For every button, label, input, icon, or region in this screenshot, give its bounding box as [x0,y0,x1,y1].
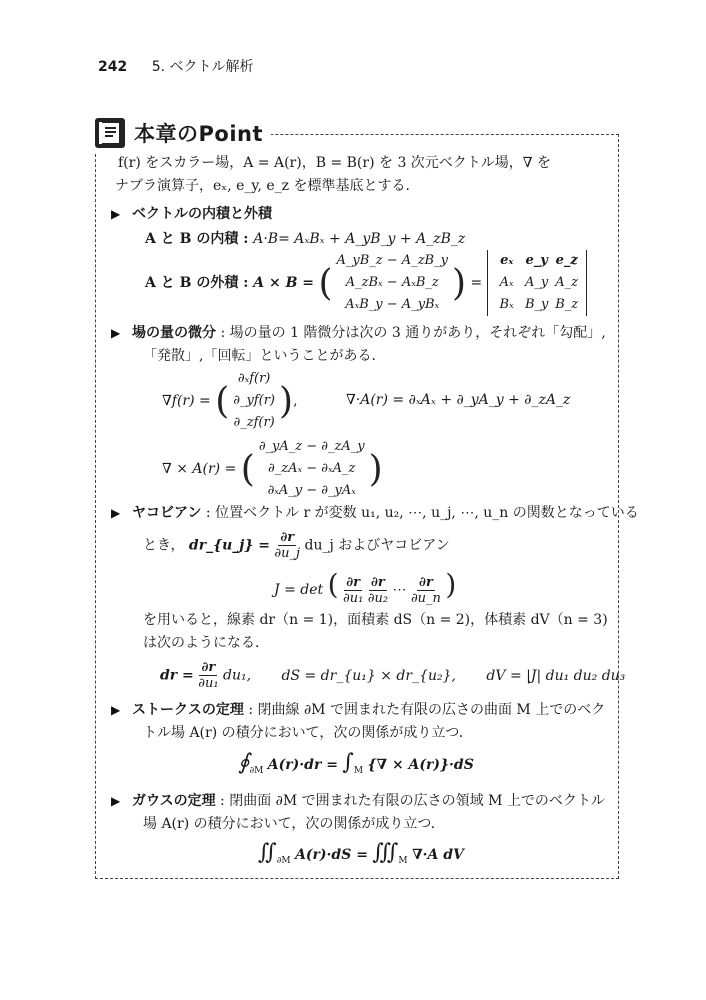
frac-num: ∂r [280,530,295,545]
dot-label: A と B の内積 : [145,231,254,247]
frac-num: ∂r [346,574,361,590]
chapter-title: 5. ベクトル解析 [151,59,254,75]
line-elem-tail: du₁, [223,667,252,684]
det-cell: A_z [555,275,579,290]
integral-subscript: ∂M [249,765,264,776]
triple-integral-sign: ∭ [372,840,399,865]
det-cell: Aₓ [499,275,514,290]
frac-num: ∂r [370,574,385,590]
integral-sign: ∫ [342,750,354,775]
intro-line-2: ナブラ演算子，eₓ, e_y, e_z を標準基底とする． [115,178,420,194]
integral-subscript: ∂M [276,855,291,866]
stokes-eq [238,750,474,776]
det-cell: e_y [525,253,548,268]
jac-lhs: J = det [274,582,324,598]
sec4-heading: ストークスの定理 [132,702,244,718]
sec2-text: : 場の量の 1 階微分は次の 3 通りがあり，それぞれ「勾配」, [216,325,606,341]
dot-expression: A·B= AₓBₓ + A_yB_y + A_zB_z [253,231,466,247]
curl-row: ∂_zAₓ − ∂ₓA_z [268,461,356,476]
sec3-heading: ヤコビアン [132,505,202,521]
element-eqs [160,660,625,691]
gauss-rhs: ∇·A dV [412,847,464,863]
sec1-heading: ベクトルの内積と外積 [132,206,272,222]
dr-tail: du_j およびヤコビアン [304,537,450,554]
cross-label: A と B の外積 : [145,275,254,291]
frac-num: ∂r [201,660,216,675]
gauss-lhs: A(r)·dS = [295,847,368,863]
det-cell: Bₓ [499,297,514,312]
sec3-text: : 位置ベクトル r が変数 u₁, u₂, ⋯, u_j, ⋯, u_n の関数となっている [201,505,639,521]
sec2-heading: 場の量の微分 [132,325,216,341]
dr-lhs: dr_{u_j} = [188,537,270,554]
det-cell: A_y [525,275,549,290]
volume-element: dV = |J| du₁ du₂ du₃ [486,667,626,684]
gradient-eq: ∇f(r) = ( ∂ₓf(r) ∂_yf(r) ∂_zf(r) ) , [162,368,298,434]
cross-row: A_zBₓ − AₓB_z [345,275,439,290]
sec5-line-2: 場 A(r) の積分において，次の関係が成り立つ． [143,816,445,832]
frac-den: ∂u₁ [342,590,364,606]
frac-den: ∂u₁ [198,676,219,691]
det-cell: eₓ [500,253,514,268]
contour-integral-sign: ∮ [238,750,250,775]
triangle-bullet-icon: ▶ [111,207,121,221]
cross-determinant [487,250,587,316]
divergence-eq: ∇·A(r) = ∂ₓAₓ + ∂_yA_y + ∂_zA_z [346,392,571,408]
det-cell: B_y [524,297,549,312]
sec3-line-2: を用いると，線素 dr（n = 1)，面積素 dS（n = 2)，体積素 dV（n = 3) [143,612,608,628]
cross-product: A と B の外積 : A × B = ( A_yB_z − A_zB_y A_zBₓ − AₓB_z AₓB_y − A_yBₓ ) = eₓ e_y e_z Aₓ A_y A_z Bₓ B_y B_z [145,250,587,316]
sec5-line-1 [132,790,605,813]
point-title: 本章のPoint [134,122,264,146]
sec5-text: : 閉曲面 ∂M で囲まれた有限の広さの領域 M 上でのベクトル [215,793,605,809]
triangle-bullet-icon: ▶ [111,703,121,717]
curl-row: ∂_yA_z − ∂_zA_y [258,439,365,454]
sec2-line-1 [132,322,606,345]
cross-row: AₓB_y − A_yBₓ [345,297,440,312]
point-title-bar [94,113,271,153]
sec4-line-1 [132,699,605,722]
integral-subscript: M [353,765,364,776]
cross-lhs: A × B = [253,275,315,291]
frac-den: ∂u_n [410,590,441,606]
sec3-line-1 [132,502,639,525]
triangle-bullet-icon: ▶ [111,506,121,520]
stokes-lhs: A(r)·dr = [267,757,338,773]
dr-definition [143,530,450,561]
curl-eq: ∇ × A(r) = ( ∂_yA_z − ∂_zA_y ∂_zAₓ − ∂ₓA_z ∂ₓA_y − ∂_yAₓ ) [162,436,383,502]
grad-row: ∂_zf(r) [233,415,275,430]
dot-product [145,228,465,248]
det-cell: e_z [555,253,578,268]
intro-line-1: f(r) をスカラー場，A = A(r)，B = B(r) を 3 次元ベクトル場，∇ を [118,155,552,171]
surface-element: dS = dr_{u₁} × dr_{u₂}, [281,667,456,684]
dots: ⋯ [392,582,407,598]
grad-lhs: ∇f(r) = [162,393,211,409]
sec5-heading: ガウスの定理 [132,793,216,809]
page-number: 242 [98,59,128,75]
curl-row: ∂ₓA_y − ∂_yAₓ [267,483,356,498]
toki-text: とき， [143,537,185,554]
grad-row: ∂ₓf(r) [237,371,271,386]
line-elem-lhs: dr = [160,667,194,684]
stokes-rhs: {∇ × A(r)}·dS [367,757,474,773]
grad-row: ∂_yf(r) [233,393,276,408]
double-integral-sign: ∬ [258,840,277,865]
cross-vector: ( A_yB_z − A_zB_y A_zBₓ − AₓB_z AₓB_y − A_yBₓ ) [318,250,466,316]
page-header [98,56,254,76]
triangle-bullet-icon: ▶ [111,326,121,340]
sec3-line-3: は次のようになる． [143,635,269,651]
gauss-eq [258,840,464,866]
triangle-bullet-icon: ▶ [111,794,121,808]
sec2-line-2: 「発散」,「回転」ということがある． [143,348,386,364]
book-icon [94,117,126,149]
sec4-line-2: トル場 A(r) の積分において，次の関係が成り立つ． [143,725,473,741]
cross-row: A_yB_z − A_zB_y [336,253,448,268]
det-cell: B_z [555,297,579,312]
frac-num: ∂r [419,574,433,590]
integral-subscript: M [398,855,408,866]
curl-lhs: ∇ × A(r) = [162,461,237,477]
frac-den: ∂u_j [274,546,301,561]
jacobian-eq: J = det ( $\frac{\partial r}{\text{∂u₁}}$ $\frac{\partial r}{\text{∂u₂}}$ ⋯ $\frac{\partial r}{\partial u\_n}$ ) [274,568,457,606]
sec4-text: : 閉曲線 ∂M で囲まれた有限の広さの曲面 M 上でのベク [243,702,606,718]
frac-den: ∂u₂ [367,590,389,606]
